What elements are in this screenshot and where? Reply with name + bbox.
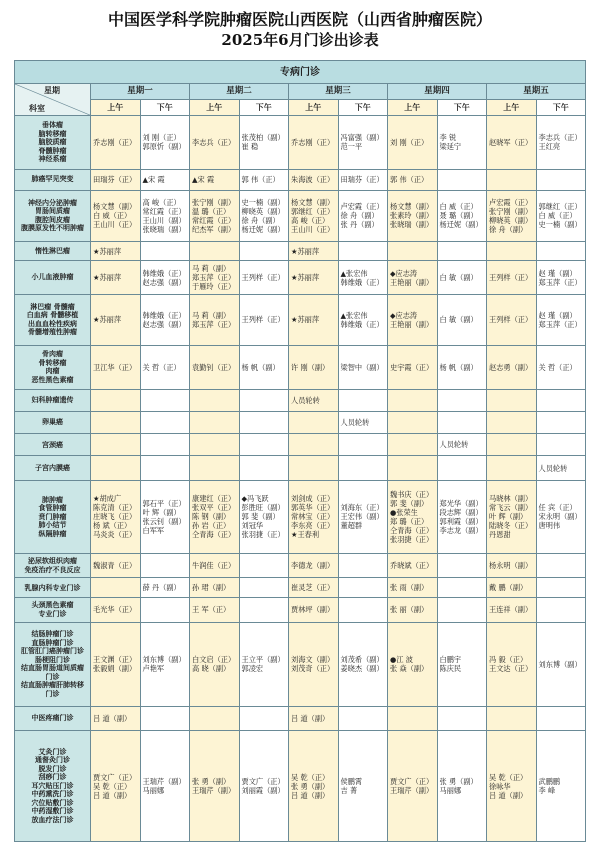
am-doctor-cell: 刘海文（副） 刘茂奇（正） [289,622,339,706]
am-doctor-cell [190,389,240,411]
am-doctor-cell: 吴 乾（正） 张 勇（副） 吕 道（副） [289,731,339,842]
pm-doctor-cell: 张茂柏（副） 崔 稳 [239,116,289,169]
am-doctor-cell [487,434,537,456]
day-header-wed: 星期三 [289,84,388,100]
schedule-row [15,190,586,241]
pm-doctor-cell: 郭继红（正） 白 威（正） 史一楠（副） [536,190,586,241]
am-doctor-cell: 杨文慧（副） 白 威（正） 王山川（正） [91,190,141,241]
dept-name: 卵巢癌 [15,412,91,434]
am-doctor-cell [91,578,141,598]
pm-doctor-cell [437,578,487,598]
am-doctor-cell: 白文启（正） 高 晓（副） [190,622,240,706]
pm-doctor-cell [437,241,487,261]
am-doctor-cell: 朱海波（正） [289,169,339,190]
am-doctor-cell: 马 莉（副） 郑玉萍（正） [190,294,240,345]
pm-header: 下午 [338,99,388,116]
pm-doctor-cell [536,412,586,434]
pm-doctor-cell: 人员轮转 [437,434,487,456]
am-doctor-cell: 马 莉（副） 郑玉萍（正） 于雁玲（正） [190,261,240,294]
am-doctor-cell [91,456,141,480]
pm-doctor-cell [437,412,487,434]
am-doctor-cell [487,241,537,261]
am-doctor-cell: 王 军（正） [190,598,240,622]
dept-name: 泌尿软组织肉瘤 免疫治疗不良反应 [15,553,91,577]
am-doctor-cell: 崔灵芝（正） [289,578,339,598]
corner-dept-label: 科室 [29,104,45,114]
am-doctor-cell: 张宁刚（副） 温 璐（正） 常红霞（正） 纪杰军（副） [190,190,240,241]
pm-doctor-cell [536,706,586,730]
am-doctor-cell: ★苏丽萍 [289,241,339,261]
dept-name: 肺癌罕见突变 [15,169,91,190]
am-doctor-cell: 王列样（正） [487,261,537,294]
am-doctor-cell: 魏淑青（正） [91,553,141,577]
am-header: 上午 [190,99,240,116]
pm-doctor-cell [140,553,190,577]
schedule-row [15,706,586,730]
pm-header: 下午 [140,99,190,116]
am-doctor-cell: 刘 刚（正） [388,116,438,169]
pm-doctor-cell [140,412,190,434]
dept-name: 子宫内膜癌 [15,456,91,480]
schedule-row [15,241,586,261]
am-doctor-cell: 人员轮转 [289,389,339,411]
pm-doctor-cell: 赵 瑾（副） 郑玉萍（正） [536,294,586,345]
schedule-row [15,294,586,345]
am-doctor-cell [487,389,537,411]
schedule-row [15,480,586,553]
am-doctor-cell: 牛润佳（正） [190,553,240,577]
am-doctor-cell: 乔志刚（正） [91,116,141,169]
pm-doctor-cell [338,389,388,411]
am-doctor-cell: 乔晓斌（正） [388,553,438,577]
am-doctor-cell: 张 雨（副） [388,578,438,598]
am-doctor-cell: ●江 波 张 焱（副） [388,622,438,706]
am-doctor-cell: 贾文广（正） 王瑞芹（副） [388,731,438,842]
am-doctor-cell [91,412,141,434]
dept-name: 垂体瘤 脑转移瘤 脑胶质瘤 脊髓肿瘤 神经系瘤 [15,116,91,169]
am-doctor-cell: 魏书庆（正） 郭 斐（副） ●张荣生 郑 璐（正） 仝青海（正） 张羽捷（正） [388,480,438,553]
am-doctor-cell [388,241,438,261]
pm-doctor-cell: 杨 帆（副） [437,345,487,389]
am-doctor-cell: 郭 伟（正） [388,169,438,190]
pm-doctor-cell: 武鹏鹏 李 峰 [536,731,586,842]
am-doctor-cell [388,706,438,730]
pm-doctor-cell: 刘茂希（副） 姜晓杰（副） [338,622,388,706]
pm-header: 下午 [239,99,289,116]
am-doctor-cell [289,412,339,434]
am-doctor-cell: 贾林坪（副） [289,598,339,622]
am-doctor-cell: 王列样（正） [487,294,537,345]
am-doctor-cell: ◆应志涛 王艳丽（副） [388,261,438,294]
am-doctor-cell [91,434,141,456]
schedule-row [15,553,586,577]
am-doctor-cell [190,456,240,480]
pm-doctor-cell: 卢宏霞（正） 徐 舟（副） 张 丹（副） [338,190,388,241]
pm-doctor-cell: 王瑞芹（副） 马丽娜 [140,731,190,842]
am-doctor-cell [190,241,240,261]
dept-name: 结肠肿瘤门诊 直肠肿瘤门诊 肛管肛门癌肿瘤门诊 肠梗阻门诊 结直肠胃肠道间质瘤 门诊 结直肠肿瘤肝肺转移 门诊 [15,622,91,706]
am-doctor-cell: ★苏丽萍 [91,261,141,294]
dept-name: 艾灸门诊 通督灸门诊 脱发门诊 刮痧门诊 耳穴贴压门诊 中药熏洗门诊 穴位贴敷门诊 中药湿敷门诊 放血疗法门诊 [15,731,91,842]
pm-doctor-cell [239,241,289,261]
am-doctor-cell: 冯 毅（正） 王文达（正） [487,622,537,706]
am-doctor-cell: 史宇霞（正） [388,345,438,389]
am-doctor-cell [388,434,438,456]
dept-name: 乳腺内科专业门诊 [15,578,91,598]
pm-doctor-cell: 人员轮转 [338,412,388,434]
special-clinic-header: 专病门诊 [15,61,586,84]
pm-doctor-cell [437,598,487,622]
am-doctor-cell [487,706,537,730]
pm-doctor-cell: 郑光华（副） 段志辉（副） 郭利霞（副） 李志龙（副） [437,480,487,553]
pm-doctor-cell [338,706,388,730]
pm-doctor-cell: 薛 丹（副） [140,578,190,598]
pm-doctor-cell: 侯鹏霄 吉 菁 [338,731,388,842]
pm-doctor-cell [140,598,190,622]
pm-doctor-cell: 人员轮转 [536,456,586,480]
pm-doctor-cell: 刘 刚（正） 郭原忻（副） [140,116,190,169]
pm-doctor-cell [338,598,388,622]
am-doctor-cell: ★胡成广 陈克清（正） 庄晓飞（正） 杨 斌（正） 马炎炎（正） [91,480,141,553]
am-doctor-cell [91,389,141,411]
pm-doctor-cell [140,456,190,480]
am-doctor-cell [289,434,339,456]
schedule-row [15,116,586,169]
schedule-row [15,598,586,622]
am-doctor-cell: 杨文慧（副） 张素玲（副） 张晓瑞（副） [388,190,438,241]
am-doctor-cell: 刘剑成（正） 郭英华（正） 常林宝（正） 李东亮（正） ★王春利 [289,480,339,553]
pm-doctor-cell: 王列样（正） [239,294,289,345]
pm-doctor-cell [437,553,487,577]
pm-doctor-cell [536,553,586,577]
pm-doctor-cell: 赵 瑾（副） 郑玉萍（正） [536,261,586,294]
pm-doctor-cell [239,456,289,480]
pm-doctor-cell [140,434,190,456]
pm-doctor-cell [239,578,289,598]
pm-doctor-cell [338,241,388,261]
pm-doctor-cell: 冯富强（副） 范一平 [338,116,388,169]
am-doctor-cell [487,456,537,480]
pm-header: 下午 [437,99,487,116]
corner-header [15,84,91,116]
am-doctor-cell: 孙 珺（副） [190,578,240,598]
am-doctor-cell: 赵晓军（正） [487,116,537,169]
am-header: 上午 [388,99,438,116]
am-doctor-cell: 吕 道（副） [289,706,339,730]
am-doctor-cell: ▲宋 霞 [190,169,240,190]
am-doctor-cell: 张 丽（副） [388,598,438,622]
am-doctor-cell: 马晓林（副） 常飞云（副） 叶 辉（副） 陆晓冬（正） 丹恩甜 [487,480,537,553]
pm-doctor-cell: 郭石平（正） 叶 辉（副） 张云钊（副） 白军军 [140,480,190,553]
am-doctor-cell: 卫江华（正） [91,345,141,389]
am-doctor-cell: 戴 鹏（副） [487,578,537,598]
am-doctor-cell: 许 刚（副） [289,345,339,389]
pm-doctor-cell [239,553,289,577]
am-doctor-cell: ★苏丽萍 [91,241,141,261]
schedule-row [15,169,586,190]
am-doctor-cell: 王连祥（副） [487,598,537,622]
pm-doctor-cell: 白 威（正） 聂 璐（副） 杨迁妮（副） [437,190,487,241]
pm-doctor-cell: 关 哲（正） [536,345,586,389]
pm-doctor-cell: 高 峻（正） 常红霞（正） 王山川（副） 张晓瑞（副） [140,190,190,241]
pm-doctor-cell: 李 锐 梁延宁 [437,116,487,169]
am-doctor-cell [487,412,537,434]
schedule-row [15,412,586,434]
schedule-row [15,456,586,480]
am-doctor-cell: 吕 道（副） [91,706,141,730]
pm-doctor-cell: 王立平（副） 郭凌宏 [239,622,289,706]
pm-doctor-cell [239,598,289,622]
pm-doctor-cell: 刘海东（正） 王宏伟（副） 董超群 [338,480,388,553]
dept-name: 骨肉瘤 骨转移瘤 肉瘤 恶性黑色素瘤 [15,345,91,389]
dept-name: 妇科肿瘤遗传 [15,389,91,411]
schedule-row [15,622,586,706]
am-doctor-cell: 杨永明（副） [487,553,537,577]
pm-doctor-cell: 刘东博（副） 卢艳军 [140,622,190,706]
pm-doctor-cell: 白 敏（副） [437,294,487,345]
pm-doctor-cell [437,706,487,730]
day-header-thu: 星期四 [388,84,487,100]
pm-doctor-cell: 梁智中（副） [338,345,388,389]
am-doctor-cell: ◆应志涛 王艳丽（副） [388,294,438,345]
am-doctor-cell [388,389,438,411]
pm-doctor-cell [140,706,190,730]
am-doctor-cell [190,706,240,730]
am-doctor-cell: 卢宏霞（正） 张宁刚（副） 柳晓英（副） 徐 舟（副） [487,190,537,241]
am-doctor-cell: 杨文慧（副） 郭继红（正） 高 峻（正） 王山川（正） [289,190,339,241]
pm-doctor-cell: ▲宋 霞 [140,169,190,190]
am-doctor-cell [190,434,240,456]
pm-doctor-cell: 张 勇（副） 马丽娜 [437,731,487,842]
am-doctor-cell: 李志兵（正） [190,116,240,169]
am-doctor-cell: ★苏丽萍 [289,294,339,345]
am-doctor-cell: 毛光华（正） [91,598,141,622]
pm-doctor-cell: 贾文广（正） 刘丽霞（副） [239,731,289,842]
pm-doctor-cell: 白 敏（副） [437,261,487,294]
pm-doctor-cell [140,389,190,411]
pm-doctor-cell [338,553,388,577]
pm-doctor-cell: ▲张宏伟 韩维娥（正） [338,261,388,294]
schedule-row [15,389,586,411]
pm-doctor-cell [536,169,586,190]
pm-doctor-cell: 刘东博（副） [536,622,586,706]
pm-doctor-cell [239,412,289,434]
pm-doctor-cell [437,169,487,190]
am-doctor-cell [388,456,438,480]
pm-doctor-cell: 史一楠（副） 柳晓英（副） 徐 舟（副） 杨迁妮（副） [239,190,289,241]
am-doctor-cell: ★苏丽萍 [91,294,141,345]
day-header-tue: 星期二 [190,84,289,100]
pm-doctor-cell [239,706,289,730]
dept-name: 小儿血液肿瘤 [15,261,91,294]
am-doctor-cell [487,169,537,190]
dept-name: 惰性淋巴瘤 [15,241,91,261]
schedule-row [15,434,586,456]
pm-doctor-cell: ▲张宏伟 韩维娥（正） [338,294,388,345]
schedule-row [15,345,586,389]
dept-name: 中医疼痛门诊 [15,706,91,730]
page-title: 中国医学科学院肿瘤医院山西医院（山西省肿瘤医院） [107,10,492,29]
pm-doctor-cell: 李志兵（正） 王红亮 [536,116,586,169]
pm-doctor-cell: 田瑞芬（正） [338,169,388,190]
pm-doctor-cell: 郭 伟（正） [239,169,289,190]
am-doctor-cell: 袁勤钊（正） [190,345,240,389]
dept-name: 神经内分泌肿瘤 胃肠间质瘤 腹腔间皮瘤 腹膜原发性不明肿瘤 [15,190,91,241]
am-doctor-cell: 贾文广（正） 吴 乾（正） 吕 道（副） [91,731,141,842]
pm-doctor-cell: 任 宾（正） 宋永明（副） 唐明伟 [536,480,586,553]
pm-doctor-cell [536,241,586,261]
day-header-fri: 星期五 [487,84,586,100]
corner-period-label: 星期 [44,86,60,96]
am-doctor-cell: 田瑞芬（正） [91,169,141,190]
schedule-row [15,731,586,842]
dept-name: 头颈黑色素瘤 专业门诊 [15,598,91,622]
pm-doctor-cell [140,241,190,261]
day-header-mon: 星期一 [91,84,190,100]
am-doctor-cell [388,412,438,434]
am-doctor-cell: 张 勇（副） 王瑞芹（副） [190,731,240,842]
am-header: 上午 [91,99,141,116]
pm-doctor-cell: 关 哲（正） [140,345,190,389]
pm-doctor-cell [338,456,388,480]
pm-doctor-cell: 杨 帆（副） [239,345,289,389]
pm-doctor-cell: 王列样（正） [239,261,289,294]
schedule-table [14,60,586,842]
am-doctor-cell [190,412,240,434]
pm-doctor-cell [536,598,586,622]
am-header: 上午 [487,99,537,116]
dept-name: 宫颈癌 [15,434,91,456]
am-doctor-cell: 康建红（正） 张双平（正） 陈 钢（副） 孙 岩（正） 仝青海（正） [190,480,240,553]
dept-name: 肺肿瘤 食管肿瘤 贲门肿瘤 肺小结节 纵隔肿瘤 [15,480,91,553]
am-doctor-cell: 赵志勇（副） [487,345,537,389]
pm-doctor-cell [536,578,586,598]
pm-doctor-cell [536,389,586,411]
pm-doctor-cell [338,434,388,456]
pm-doctor-cell: ◆冯飞跃 彭胜旺（副） 郭 斐（副） 刘冠华 张羽捷（正） [239,480,289,553]
am-doctor-cell: 王文渊（正） 张毅娟（副） [91,622,141,706]
am-doctor-cell: 吴 乾（正） 徐咏华 吕 道（副） [487,731,537,842]
pm-doctor-cell [338,578,388,598]
am-doctor-cell [289,456,339,480]
pm-doctor-cell [437,389,487,411]
pm-doctor-cell [536,434,586,456]
pm-doctor-cell: 韩维娥（正） 赵志强（副） [140,294,190,345]
schedule-row [15,261,586,294]
pm-doctor-cell: 韩维娥（正） 赵志强（副） [140,261,190,294]
schedule-row [15,578,586,598]
pm-doctor-cell [239,389,289,411]
pm-doctor-cell: 白鹏宇 陈庆民 [437,622,487,706]
am-header: 上午 [289,99,339,116]
pm-header: 下午 [536,99,586,116]
am-doctor-cell: ★苏丽萍 [289,261,339,294]
pm-doctor-cell [239,434,289,456]
page-subtitle: 2025年6月门诊出诊表 [221,31,379,49]
dept-name: 淋巴瘤 骨髓瘤 白血病 骨髓移植 出血血栓性疾病 骨髓增殖性肿瘤 [15,294,91,345]
pm-doctor-cell [437,456,487,480]
am-doctor-cell: 乔志刚（正） [289,116,339,169]
am-doctor-cell: 李德龙（副） [289,553,339,577]
